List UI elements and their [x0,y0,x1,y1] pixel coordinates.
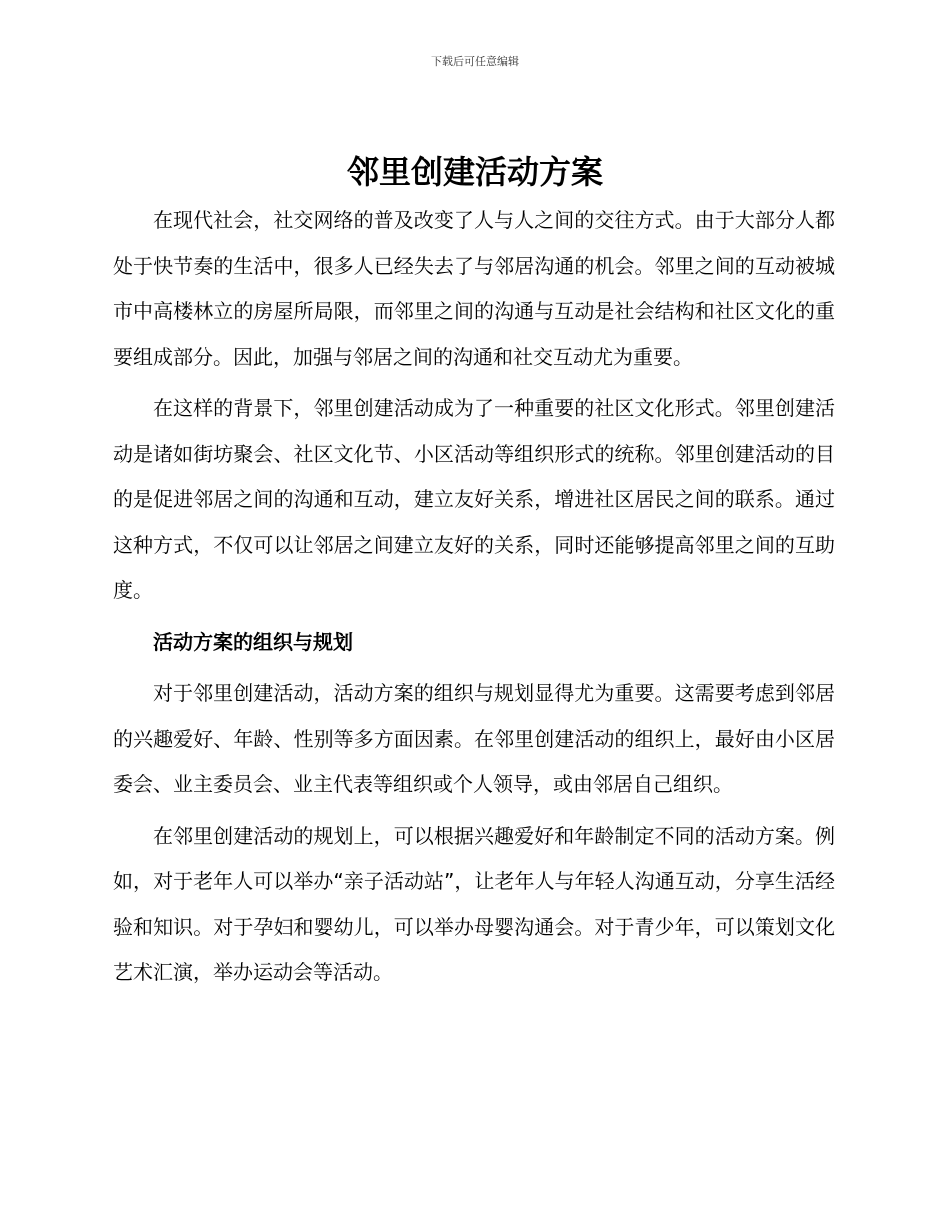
document-body [113,198,835,1002]
paragraph-organization: 对于邻里创建活动，活动方案的组织与规划显得尤为重要。这需要考虑到邻居的兴趣爱好、年龄、性别等多方面因素。在邻里创建活动的组织上，最好由小区居委会、业主委员会、业主代表等组织或个人领导，或由邻居自己组织。 [113,681,835,796]
paragraph-intro: 在现代社会，社交网络的普及改变了人与人之间的交往方式。由于大部分人都处于快节奏的生活中，很多人已经失去了与邻居沟通的机会。邻里之间的互动被城市中高楼林立的房屋所局限，而邻里之间的沟通与互动是社会结构和社区文化的重要组成部分。因此，加强与邻居之间的沟通和社交互动尤为重要。 [113,208,835,369]
paragraph-planning: 在邻里创建活动的规划上，可以根据兴趣爱好和年龄制定不同的活动方案。例如，对于老年人可以举办“亲子活动站”，让老年人与年轻人沟通互动，分享生活经验和知识。对于孕妇和婴幼儿，可以举办母婴沟通会。对于青少年，可以策划文化艺术汇演，举办运动会等活动。 [113,823,835,984]
section-heading-organization: 活动方案的组织与规划 [153,629,353,654]
page-header: 下载后可任意编辑 [431,55,519,68]
document-title: 邻里创建活动方案 [346,153,603,191]
paragraph-background: 在这样的背景下，邻里创建活动成为了一种重要的社区文化形式。邻里创建活动是诸如街坊聚会、社区文化节、小区活动等组织形式的统称。邻里创建活动的目的是促进邻居之间的沟通和互动，建立友好关系，增进社区居民之间的联系。通过这种方式，不仅可以让邻居之间建立友好的关系，同时还能够提高邻里之间的互助度。 [113,396,835,602]
